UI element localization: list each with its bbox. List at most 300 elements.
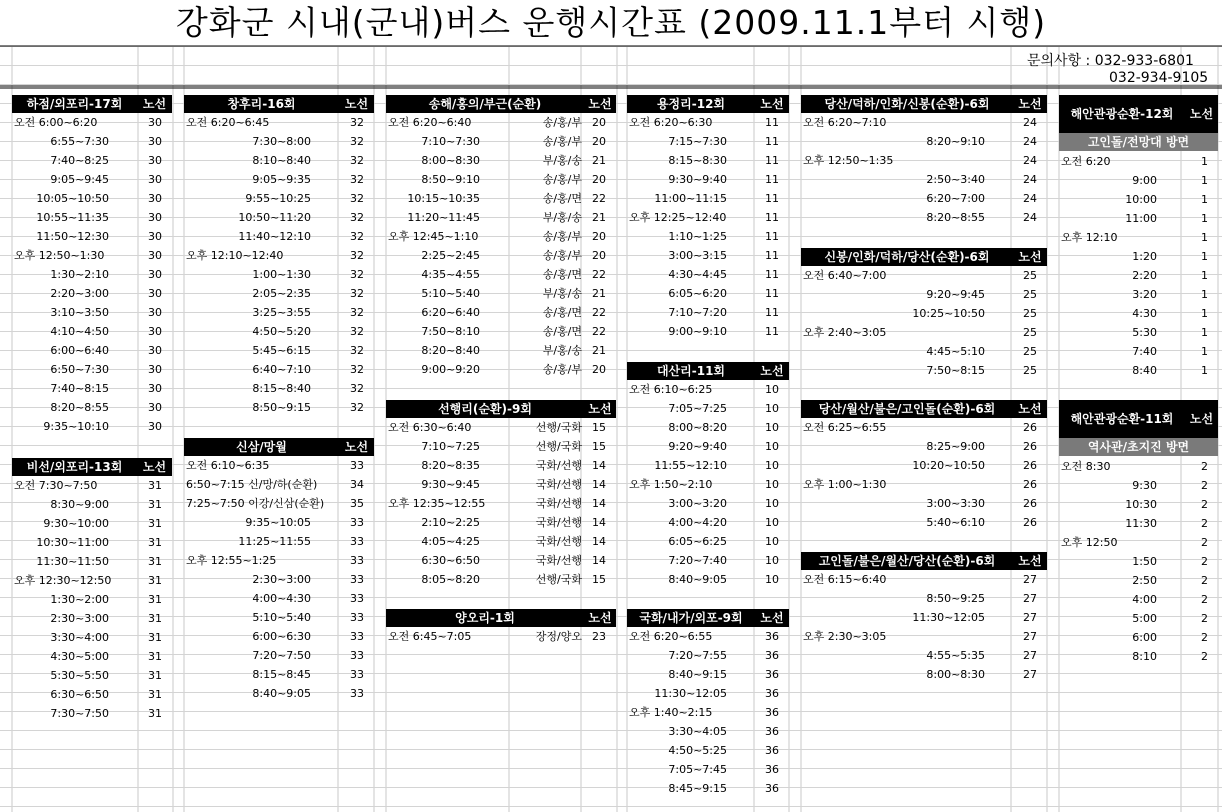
schedule-row	[184, 360, 374, 379]
schedule-row	[12, 379, 172, 398]
route-number: 27	[1023, 668, 1037, 681]
route-number: 30	[148, 211, 162, 224]
route-number: 21	[592, 211, 606, 224]
route-number: 26	[1023, 421, 1037, 434]
route-number: 20	[592, 173, 606, 186]
schedule-row	[184, 284, 374, 303]
schedule-row	[801, 170, 1047, 189]
schedule-row	[12, 417, 172, 436]
via-stops: 국화/선행	[535, 535, 582, 548]
departure-time: 1:20	[1132, 250, 1157, 263]
route-number: 30	[148, 135, 162, 148]
route-name: 선행리(순환)-9회	[438, 402, 532, 416]
departure-time: 6:00~6:30	[252, 630, 311, 643]
route-number: 30	[148, 230, 162, 243]
route-number: 2	[1201, 555, 1208, 568]
schedule-row	[801, 494, 1047, 513]
schedule-row	[801, 285, 1047, 304]
schedule-row	[1059, 457, 1218, 476]
schedule-row	[627, 456, 789, 475]
route-number: 10	[765, 535, 779, 548]
route-number: 22	[592, 306, 606, 319]
route-number: 32	[350, 325, 364, 338]
route-number-label: 노선	[1018, 554, 1042, 568]
route-number: 2	[1201, 498, 1208, 511]
route-name: 해안관광순환-12회	[1070, 107, 1174, 121]
schedule-row	[12, 398, 172, 417]
departure-time: 3:25~3:55	[252, 306, 311, 319]
schedule-row	[627, 722, 789, 741]
route-name: 양오리-1회	[455, 611, 515, 625]
departure-time: 4:50~5:25	[668, 744, 727, 757]
route-number: 35	[350, 497, 364, 510]
schedule-row	[12, 704, 172, 723]
route-number: 27	[1023, 592, 1037, 605]
departure-time: 오전 6:40~7:00	[803, 269, 887, 282]
departure-time: 10:55~11:35	[36, 211, 109, 224]
route-number: 10	[765, 573, 779, 586]
schedule-row	[386, 151, 616, 170]
via-stops: 부/홍/송	[542, 154, 582, 167]
route-number: 36	[765, 649, 779, 662]
route-number: 30	[148, 420, 162, 433]
route-name: 용정리-12회	[656, 97, 726, 111]
departure-time: 2:25~2:45	[421, 249, 480, 262]
departure-time: 7:05~7:25	[668, 402, 727, 415]
route-number-label: 노선	[760, 97, 784, 111]
schedule-row	[12, 609, 172, 628]
route-number: 30	[148, 173, 162, 186]
departure-time: 4:10~4:50	[50, 325, 109, 338]
route-number: 11	[765, 173, 779, 186]
route-number: 2	[1201, 479, 1208, 492]
schedule-row	[627, 303, 789, 322]
departure-time: 8:00~8:30	[926, 668, 985, 681]
departure-time: 3:00~3:20	[668, 497, 727, 510]
departure-time: 7:10~7:30	[421, 135, 480, 148]
departure-time: 10:20~10:50	[912, 459, 985, 472]
departure-time: 6:00	[1132, 631, 1157, 644]
schedule-row	[386, 284, 616, 303]
departure-time: 4:35~4:55	[421, 268, 480, 281]
route-number: 22	[592, 325, 606, 338]
route-number: 24	[1023, 116, 1037, 129]
route-number: 33	[350, 668, 364, 681]
route-number: 21	[592, 154, 606, 167]
route-number: 31	[148, 593, 162, 606]
schedule-row	[627, 532, 789, 551]
route-number: 33	[350, 687, 364, 700]
route-number: 27	[1023, 649, 1037, 662]
route-number: 30	[148, 249, 162, 262]
departure-time: 8:15~8:40	[252, 382, 311, 395]
route-number: 32	[350, 249, 364, 262]
route-number: 24	[1023, 211, 1037, 224]
route-number: 26	[1023, 440, 1037, 453]
departure-time: 8:40~9:05	[668, 573, 727, 586]
schedule-row	[184, 475, 374, 494]
route-number: 32	[350, 344, 364, 357]
schedule-row	[801, 208, 1047, 227]
route-number: 30	[148, 306, 162, 319]
departure-time: 11:25~11:55	[238, 535, 311, 548]
schedule-row	[184, 170, 374, 189]
schedule-row	[12, 533, 172, 552]
via-stops: 국화/선행	[535, 516, 582, 529]
schedule-row	[627, 684, 789, 703]
schedule-row	[627, 494, 789, 513]
route-number: 25	[1023, 288, 1037, 301]
departure-time: 11:30~11:50	[36, 555, 109, 568]
departure-time: 8:30~9:00	[50, 498, 109, 511]
schedule-row	[184, 113, 374, 132]
departure-time: 8:40	[1132, 364, 1157, 377]
departure-time: 오후 1:40~2:15	[629, 706, 713, 719]
route-name: 고인돌/불은/월산/당산(순환)-6회	[818, 554, 996, 568]
departure-time: 7:30~7:50	[50, 707, 109, 720]
departure-time: 7:30~8:00	[252, 135, 311, 148]
departure-time: 1:50	[1132, 555, 1157, 568]
schedule-row	[1059, 533, 1218, 552]
via-stops: 국화/선행	[535, 478, 582, 491]
schedule-row	[801, 589, 1047, 608]
route-number: 2	[1201, 631, 1208, 644]
route-number: 24	[1023, 154, 1037, 167]
schedule-row	[12, 476, 172, 495]
route-number-label: 노선	[1189, 107, 1214, 121]
route-number: 36	[765, 687, 779, 700]
route-number: 23	[592, 630, 606, 643]
schedule-row	[12, 552, 172, 571]
route-number: 10	[765, 478, 779, 491]
route-number: 27	[1023, 573, 1037, 586]
route-number: 27	[1023, 630, 1037, 643]
route-number: 11	[765, 230, 779, 243]
route-header	[386, 95, 616, 113]
departure-time: 10:50~11:20	[238, 211, 311, 224]
via-stops: 송/홍/면	[542, 268, 582, 281]
departure-time: 8:20~8:35	[421, 459, 480, 472]
departure-time: 8:40~9:05	[252, 687, 311, 700]
schedule-row	[801, 646, 1047, 665]
departure-time: 6:20~6:40	[421, 306, 480, 319]
schedule-row	[627, 151, 789, 170]
route-number: 33	[350, 649, 364, 662]
route-name: 해안관광순환-11회	[1070, 412, 1174, 426]
schedule-row	[801, 189, 1047, 208]
via-stops: 국화/선행	[535, 497, 582, 510]
departure-time: 9:30~9:40	[668, 173, 727, 186]
schedule-row	[184, 303, 374, 322]
schedule-row	[386, 189, 616, 208]
route-number: 10	[765, 497, 779, 510]
route-number: 1	[1201, 307, 1208, 320]
departure-time: 오후 12:50~1:35	[803, 154, 894, 167]
departure-time: 2:30~3:00	[50, 612, 109, 625]
schedule-row	[627, 246, 789, 265]
route-number: 14	[592, 554, 606, 567]
departure-time: 7:25~7:50 이강/신삼(순환)	[186, 497, 325, 510]
departure-time: 6:20~7:00	[926, 192, 985, 205]
schedule-row	[627, 113, 789, 132]
schedule-row	[386, 532, 616, 551]
schedule-row	[801, 570, 1047, 589]
schedule-row	[184, 646, 374, 665]
route-number: 36	[765, 744, 779, 757]
route-number-label: 노선	[588, 402, 612, 416]
departure-time: 8:15~8:30	[668, 154, 727, 167]
departure-time: 5:00	[1132, 612, 1157, 625]
schedule-row	[627, 551, 789, 570]
route-number: 11	[765, 306, 779, 319]
route-number: 20	[592, 230, 606, 243]
schedule-row	[386, 113, 616, 132]
departure-time: 오전 6:20~6:55	[629, 630, 713, 643]
direction-label: 고인돌/전망대 방면	[1059, 133, 1218, 151]
route-number: 26	[1023, 459, 1037, 472]
departure-time: 11:50~12:30	[36, 230, 109, 243]
schedule-row	[627, 227, 789, 246]
route-number: 32	[350, 306, 364, 319]
departure-time: 7:40~8:15	[50, 382, 109, 395]
schedule-row	[627, 284, 789, 303]
departure-time: 10:15~10:35	[407, 192, 480, 205]
route-header	[386, 400, 616, 418]
departure-time: 8:20~9:10	[926, 135, 985, 148]
route-number: 33	[350, 592, 364, 605]
schedule-row	[12, 514, 172, 533]
departure-time: 오전 6:10~6:35	[186, 459, 270, 472]
route-number: 33	[350, 630, 364, 643]
schedule-row	[386, 208, 616, 227]
route-number: 14	[592, 497, 606, 510]
schedule-row	[184, 532, 374, 551]
schedule-row	[184, 494, 374, 513]
departure-time: 8:20~8:55	[50, 401, 109, 414]
schedule-row	[184, 189, 374, 208]
departure-time: 8:20~8:55	[926, 211, 985, 224]
route-number: 30	[148, 116, 162, 129]
route-number: 36	[765, 782, 779, 795]
schedule-row	[12, 246, 172, 265]
schedule-row	[801, 323, 1047, 342]
route-number: 11	[765, 249, 779, 262]
departure-time: 오후 12:25~12:40	[629, 211, 727, 224]
departure-time: 11:00~11:15	[654, 192, 727, 205]
route-name: 송해/홍의/부근(순환)	[428, 97, 542, 111]
schedule-row	[184, 132, 374, 151]
schedule-row	[184, 608, 374, 627]
departure-time: 2:50	[1132, 574, 1157, 587]
via-stops: 송/홍/면	[542, 306, 582, 319]
departure-time: 6:30~6:50	[50, 688, 109, 701]
route-number: 26	[1023, 478, 1037, 491]
schedule-row	[627, 570, 789, 589]
schedule-row	[386, 170, 616, 189]
route-number: 15	[592, 421, 606, 434]
schedule-row	[627, 437, 789, 456]
schedule-row	[12, 495, 172, 514]
route-number: 30	[148, 154, 162, 167]
route-number: 32	[350, 135, 364, 148]
schedule-row	[386, 341, 616, 360]
schedule-row	[386, 437, 616, 456]
departure-time: 오후 12:10	[1061, 231, 1118, 244]
route-name: 국화/내가/외포-9회	[639, 611, 743, 625]
schedule-row	[184, 379, 374, 398]
route-number-label: 노선	[1018, 250, 1042, 264]
route-number: 32	[350, 382, 364, 395]
schedule-row	[1059, 190, 1218, 209]
departure-time: 2:10~2:25	[421, 516, 480, 529]
route-number: 15	[592, 573, 606, 586]
departure-time: 2:20~3:00	[50, 287, 109, 300]
departure-time: 9:20~9:40	[668, 440, 727, 453]
schedule-row	[184, 456, 374, 475]
route-number: 30	[148, 382, 162, 395]
departure-time: 8:50~9:25	[926, 592, 985, 605]
route-header	[801, 552, 1047, 570]
route-number: 11	[765, 116, 779, 129]
departure-time: 11:20~11:45	[407, 211, 480, 224]
departure-time: 8:00~8:20	[668, 421, 727, 434]
route-header	[627, 609, 789, 627]
departure-time: 7:20~7:50	[252, 649, 311, 662]
schedule-row	[12, 647, 172, 666]
schedule-row	[801, 456, 1047, 475]
departure-time: 2:20	[1132, 269, 1157, 282]
departure-time: 10:25~10:50	[912, 307, 985, 320]
route-number: 10	[765, 402, 779, 415]
departure-time: 9:30~10:00	[43, 517, 109, 530]
route-number: 31	[148, 612, 162, 625]
departure-time: 오전 8:30	[1061, 460, 1111, 473]
schedule-row	[12, 265, 172, 284]
schedule-row	[12, 571, 172, 590]
via-stops: 송/홍/면	[542, 192, 582, 205]
route-number: 14	[592, 516, 606, 529]
route-number: 31	[148, 536, 162, 549]
schedule-row	[1059, 342, 1218, 361]
route-header	[801, 95, 1047, 113]
departure-time: 11:30~12:05	[912, 611, 985, 624]
route-number: 2	[1201, 536, 1208, 549]
route-number: 33	[350, 516, 364, 529]
schedule-row	[627, 703, 789, 722]
route-number: 31	[148, 498, 162, 511]
schedule-row	[12, 170, 172, 189]
schedule-row	[1059, 266, 1218, 285]
schedule-row	[801, 608, 1047, 627]
via-stops: 송/홍/부	[542, 173, 582, 186]
departure-time: 9:05~9:35	[252, 173, 311, 186]
departure-time: 11:40~12:10	[238, 230, 311, 243]
departure-time: 9:00	[1132, 174, 1157, 187]
schedule-row	[627, 741, 789, 760]
schedule-row	[627, 132, 789, 151]
route-number: 25	[1023, 269, 1037, 282]
departure-time: 오후 12:45~1:10	[388, 230, 479, 243]
schedule-row	[386, 303, 616, 322]
via-stops: 부/홍/송	[542, 287, 582, 300]
route-number: 22	[592, 192, 606, 205]
departure-time: 10:05~10:50	[36, 192, 109, 205]
departure-time: 3:30~4:00	[50, 631, 109, 644]
departure-time: 오후 2:40~3:05	[803, 326, 887, 339]
schedule-row	[1059, 647, 1218, 666]
schedule-row	[12, 590, 172, 609]
route-number: 11	[765, 211, 779, 224]
via-stops: 선행/국화	[535, 421, 582, 434]
departure-time: 7:15~7:30	[668, 135, 727, 148]
schedule-row	[184, 341, 374, 360]
schedule-row	[184, 627, 374, 646]
schedule-row	[386, 456, 616, 475]
schedule-row	[627, 322, 789, 341]
via-stops: 송/홍/부	[542, 363, 582, 376]
schedule-row	[184, 208, 374, 227]
schedule-row	[801, 113, 1047, 132]
departure-time: 9:30~9:45	[421, 478, 480, 491]
departure-time: 9:35~10:05	[245, 516, 311, 529]
route-number: 24	[1023, 173, 1037, 186]
route-number-label: 노선	[760, 364, 784, 378]
schedule-row	[184, 684, 374, 703]
departure-time: 8:10~8:40	[252, 154, 311, 167]
route-number: 31	[148, 479, 162, 492]
route-header	[12, 95, 172, 113]
route-number: 25	[1023, 345, 1037, 358]
route-number: 33	[350, 611, 364, 624]
departure-time: 4:30	[1132, 307, 1157, 320]
departure-time: 7:50~8:15	[926, 364, 985, 377]
departure-time: 2:05~2:35	[252, 287, 311, 300]
route-number: 32	[350, 173, 364, 186]
route-number: 30	[148, 363, 162, 376]
departure-time: 3:20	[1132, 288, 1157, 301]
departure-time: 10:00	[1125, 193, 1157, 206]
departure-time: 11:30	[1125, 517, 1157, 530]
route-number: 26	[1023, 516, 1037, 529]
schedule-row	[627, 665, 789, 684]
schedule-row	[184, 322, 374, 341]
departure-time: 7:50~8:10	[421, 325, 480, 338]
schedule-row	[1059, 571, 1218, 590]
schedule-row	[627, 208, 789, 227]
route-number-label: 노선	[588, 611, 612, 625]
route-number-label: 노선	[344, 97, 369, 111]
route-number: 25	[1023, 364, 1037, 377]
schedule-row	[1059, 361, 1218, 380]
route-number: 33	[350, 573, 364, 586]
departure-time: 5:45~6:15	[252, 344, 311, 357]
departure-time: 오전 6:20~6:30	[629, 116, 713, 129]
route-number: 32	[350, 401, 364, 414]
departure-time: 6:00~6:40	[50, 344, 109, 357]
schedule-row	[184, 589, 374, 608]
schedule-row	[12, 284, 172, 303]
route-number: 1	[1201, 193, 1208, 206]
departure-time: 1:30~2:10	[50, 268, 109, 281]
departure-time: 9:30	[1132, 479, 1157, 492]
departure-time: 오후 1:00~1:30	[803, 478, 887, 491]
schedule-row	[184, 513, 374, 532]
schedule-row	[12, 341, 172, 360]
route-number: 10	[765, 440, 779, 453]
schedule-row	[386, 246, 616, 265]
route-name: 당산/덕하/인화/신봉(순환)-6회	[824, 97, 990, 111]
schedule-row	[184, 151, 374, 170]
